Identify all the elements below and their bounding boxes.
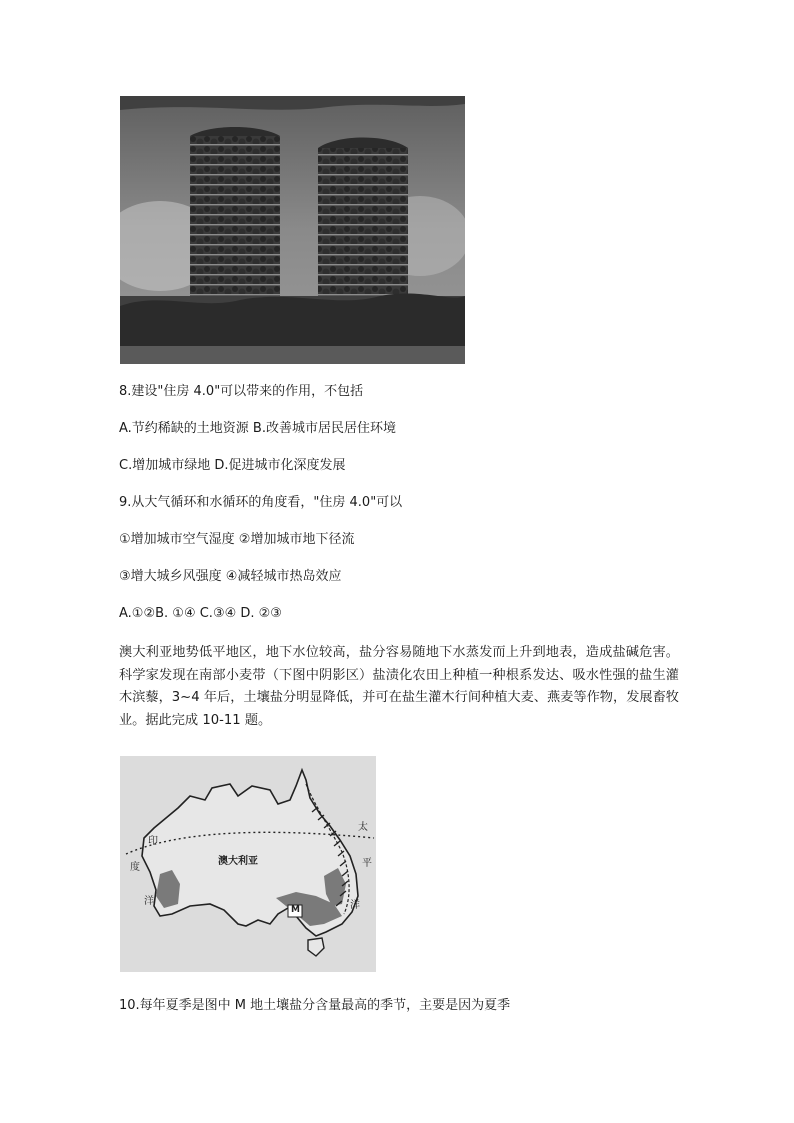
- map-label-australia: 澳大利亚: [218, 856, 258, 867]
- question-9-options: A.①②B. ①④ C.③④ D. ②③: [119, 606, 282, 621]
- question-9-stem: 9.从大气循环和水循环的角度看，"住房 4.0"可以: [119, 495, 403, 510]
- passage-australia-salinity: 澳大利亚地势低平地区，地下水位较高，盐分容易随地下水蒸发而上升到地表，造成盐碱危害。科学家发现在南部小麦带（下图中阴影区）盐渍化农田上种植一种根系发达、吸水性强的盐生灌木滨藜，3~4 年后，土壤盐分明显降低，并可在盐生灌木行间种植大麦、燕麦等作物，发展畜牧业。据此完成 10-11 题。: [119, 645, 679, 728]
- map-label-pacific-2: 平: [362, 858, 372, 869]
- map-label-indian-ocean-2: 度: [130, 862, 140, 873]
- australia-map: [120, 756, 376, 972]
- map-label-indian-ocean-1: 印: [148, 836, 158, 847]
- question-9-choices-row2: ③增大城乡风强度 ④减轻城市热岛效应: [119, 569, 342, 584]
- question-8-stem: 8.建设"住房 4.0"可以带来的作用，不包括: [119, 384, 364, 399]
- question-8-options-row2: C.增加城市绿地 D.促进城市化深度发展: [119, 458, 346, 473]
- map-label-point-m: M: [291, 905, 300, 915]
- map-label-pacific-1: 太: [358, 822, 368, 833]
- tower-illustration: [120, 96, 465, 364]
- map-label-pacific-3: 洋: [350, 900, 360, 911]
- vertical-forest-photo: [120, 96, 465, 364]
- question-9-choices-row1: ①增加城市空气湿度 ②增加城市地下径流: [119, 532, 355, 547]
- question-8-options-row1: A.节约稀缺的土地资源 B.改善城市居民居住环境: [119, 421, 396, 436]
- map-label-indian-ocean-3: 洋: [144, 896, 154, 907]
- question-10-stem: 10.每年夏季是图中 M 地土壤盐分含量最高的季节，主要是因为夏季: [119, 998, 511, 1013]
